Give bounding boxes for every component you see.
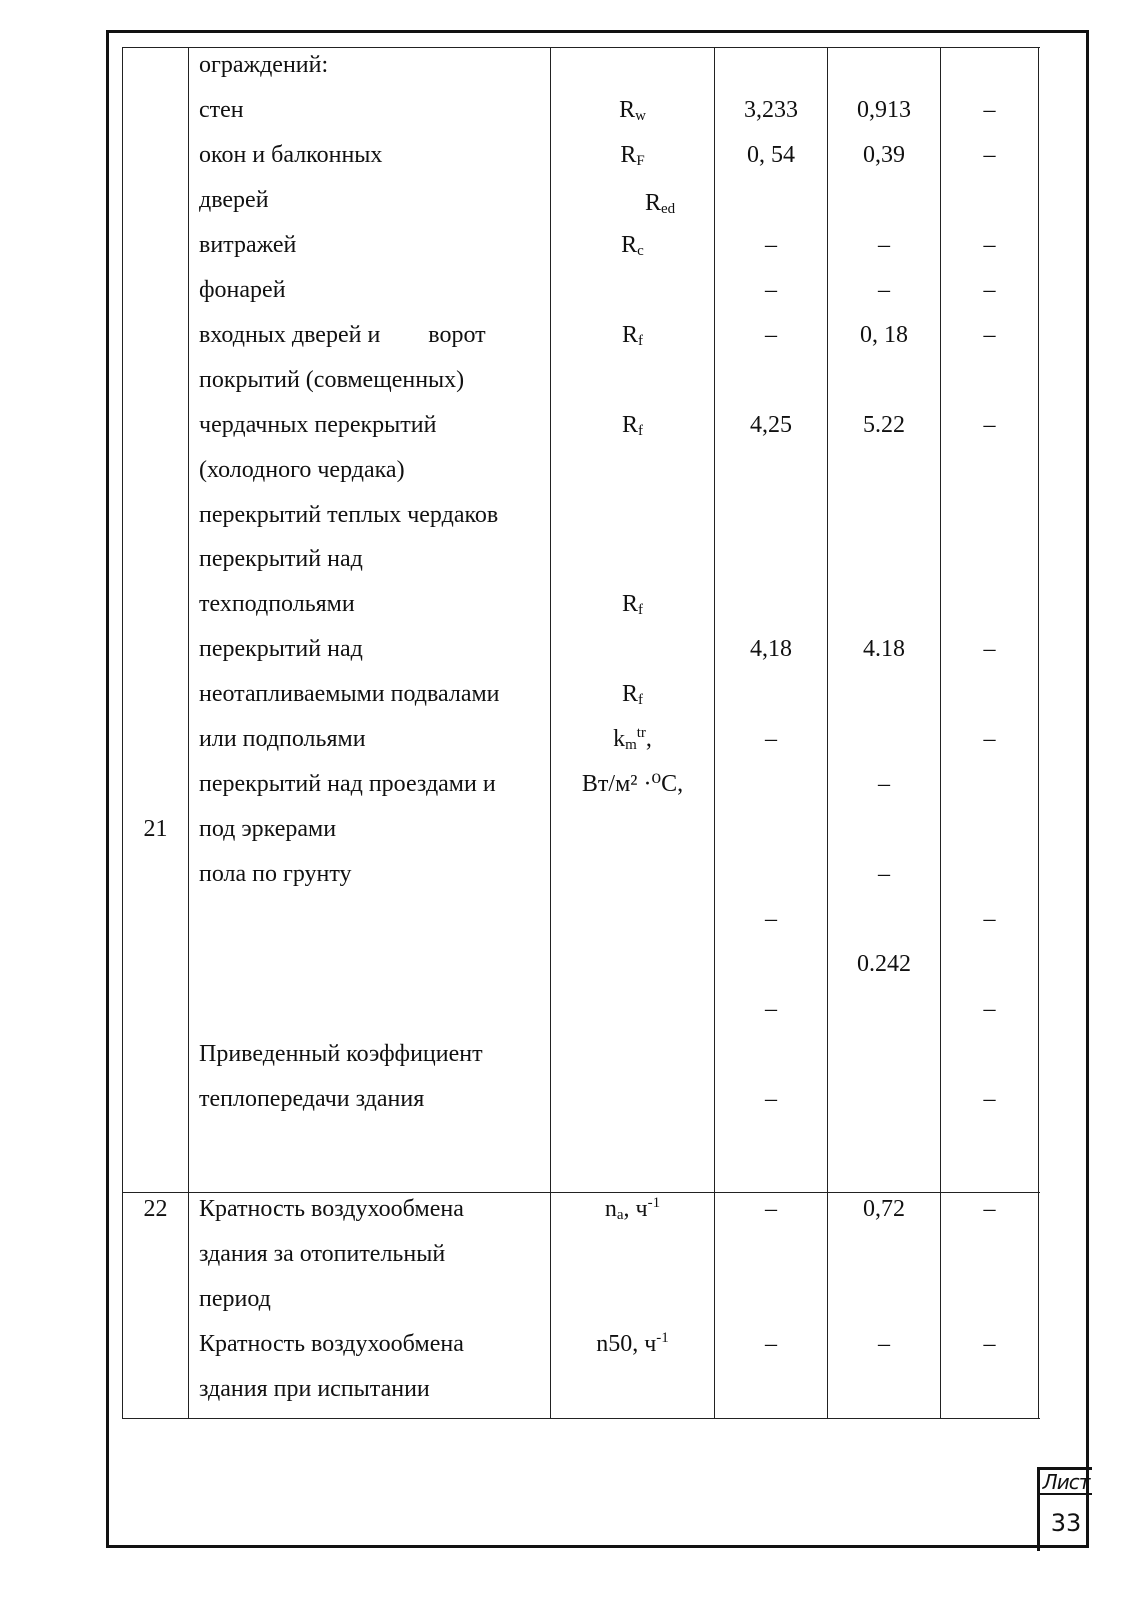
parameter-label: стен xyxy=(199,97,244,123)
table-bottom-border xyxy=(123,1418,1040,1419)
parameter-label: под эркерами xyxy=(199,816,337,842)
unit-symbol xyxy=(551,679,714,709)
parameter-label: перекрытий теплых чердаков xyxy=(199,502,499,528)
row-number: 21 xyxy=(143,816,168,842)
value-col-1: – xyxy=(765,996,777,1022)
unit-superscript: -1 xyxy=(656,1330,669,1346)
parameter-label: перекрытий над проездами и xyxy=(199,771,496,797)
value-col-2: – xyxy=(878,861,890,887)
value-col-1: 3,233 xyxy=(744,97,798,123)
value-col-2: 0,39 xyxy=(863,142,905,168)
value-col-3: – xyxy=(983,1331,996,1357)
table-top-border xyxy=(123,47,1040,48)
value-col-3: – xyxy=(983,412,996,438)
value-col-3: – xyxy=(983,232,996,258)
unit-symbol xyxy=(551,1329,714,1359)
unit-subscript: f xyxy=(638,602,643,618)
value-col-2: 0,72 xyxy=(863,1196,905,1222)
value-col-3: – xyxy=(983,726,996,752)
unit-r-ed xyxy=(645,188,675,218)
value-col-2: – xyxy=(878,232,890,258)
parameter-label: Приведенный коэффициент xyxy=(199,1041,483,1067)
value-col-2: 0.242 xyxy=(857,951,911,977)
unit-base: R xyxy=(621,412,638,438)
unit-superscript: -1 xyxy=(647,1195,661,1211)
value-col-1: – xyxy=(765,1331,777,1357)
unit-base: n xyxy=(604,1196,617,1222)
value-col-3: – xyxy=(983,142,996,168)
value-col-3: – xyxy=(983,996,996,1022)
unit-base: n50, ч xyxy=(596,1331,657,1357)
unit-symbol xyxy=(551,95,714,125)
parameter-label: дверей xyxy=(199,187,269,213)
unit-symbol xyxy=(551,1194,714,1224)
value-col-3: – xyxy=(983,322,996,348)
unit-base: R xyxy=(621,232,638,258)
unit-subscript: m xyxy=(625,737,637,753)
row-number: 22 xyxy=(143,1196,168,1222)
unit-symbol xyxy=(551,589,714,619)
value-col-3: – xyxy=(983,277,996,303)
parameter-label: Кратность воздухообмена xyxy=(199,1196,464,1222)
value-col-1: – xyxy=(765,277,777,303)
unit-base: R xyxy=(619,97,636,123)
value-col-1: – xyxy=(765,906,777,932)
parameter-label: входных дверей и ворот xyxy=(199,322,486,348)
parameter-label: или подпольями xyxy=(199,726,366,752)
parameter-label: пола по грунту xyxy=(199,861,352,887)
parameter-label: витражей xyxy=(199,232,297,258)
value-col-1: – xyxy=(765,1196,777,1222)
value-col-1: 4,25 xyxy=(750,412,792,438)
value-col-3: – xyxy=(983,1196,996,1222)
value-col-2: – xyxy=(878,771,890,797)
value-col-1: – xyxy=(765,726,777,752)
unit-subscript: f xyxy=(638,692,643,708)
value-col-2: 0,913 xyxy=(857,97,911,123)
unit-base: k xyxy=(613,726,626,752)
unit-symbol xyxy=(551,320,714,350)
parameter-label: неотапливаемыми подвалами xyxy=(199,681,500,707)
unit-base: R xyxy=(621,322,638,348)
unit-subscript: a xyxy=(616,1207,624,1223)
unit-symbol xyxy=(551,769,714,799)
unit-subscript: c xyxy=(637,243,644,259)
unit-subscript: F xyxy=(636,153,645,169)
sheet-caption: Лист xyxy=(1037,1467,1092,1495)
unit-base: Вт/м² ·⁰С, xyxy=(581,771,684,797)
unit-subscript: ed xyxy=(661,201,676,217)
parameter-label: перекрытий над xyxy=(199,546,363,572)
value-col-1: 4,18 xyxy=(750,636,792,662)
unit-base: R xyxy=(620,142,637,168)
parameter-label: здания за отопительный xyxy=(199,1241,446,1267)
value-col-3: – xyxy=(983,1086,996,1112)
unit-suffix: , ч xyxy=(623,1196,648,1222)
row-divider-21-22 xyxy=(123,1192,1040,1193)
unit-base: R xyxy=(621,591,638,617)
parameter-label: техподпольями xyxy=(199,591,355,617)
value-col-3: – xyxy=(983,636,996,662)
value-col-1: – xyxy=(765,1086,777,1112)
value-col-2: 0, 18 xyxy=(860,322,908,348)
table-right-border xyxy=(1038,47,1039,1419)
unit-tail: , xyxy=(645,726,652,752)
value-col-3: – xyxy=(983,906,996,932)
parameter-label: фонарей xyxy=(199,277,286,303)
parameter-label: окон и балконных xyxy=(199,142,383,168)
parameter-label: теплопередачи здания xyxy=(199,1086,425,1112)
value-col-1: 0, 54 xyxy=(747,142,795,168)
parameter-label: ограждений: xyxy=(199,52,329,78)
unit-subscript: f xyxy=(638,423,643,439)
parameter-label: чердачных перекрытий xyxy=(199,412,437,438)
value-col-2: 5.22 xyxy=(863,412,905,438)
unit-symbol xyxy=(551,140,714,170)
parameter-label: период xyxy=(199,1286,271,1312)
value-col-2: 4.18 xyxy=(863,636,905,662)
parameter-label: (холодного чердака) xyxy=(199,457,405,483)
parameter-label: здания при испытании xyxy=(199,1376,430,1402)
unit-symbol xyxy=(551,724,714,754)
unit-symbol xyxy=(551,410,714,440)
parameter-label: покрытий (совмещенных) xyxy=(199,367,465,393)
sheet-stamp xyxy=(1037,1467,1092,1551)
unit-subscript: w xyxy=(635,108,646,124)
unit-symbol xyxy=(551,230,714,260)
unit-subscript: f xyxy=(638,333,643,349)
column-divider-1 xyxy=(188,47,189,1419)
parameter-label: перекрытий над xyxy=(199,636,363,662)
value-col-2: – xyxy=(878,1331,890,1357)
parameter-label: Кратность воздухообмена xyxy=(199,1331,464,1357)
value-col-1: – xyxy=(765,322,777,348)
sheet-number: 33 xyxy=(1037,1495,1092,1551)
value-col-1: – xyxy=(765,232,777,258)
unit-superscript: tr xyxy=(636,725,646,741)
unit-base: R xyxy=(621,681,638,707)
unit-base: R xyxy=(645,190,662,216)
value-col-2: – xyxy=(878,277,890,303)
value-col-3: – xyxy=(983,97,996,123)
